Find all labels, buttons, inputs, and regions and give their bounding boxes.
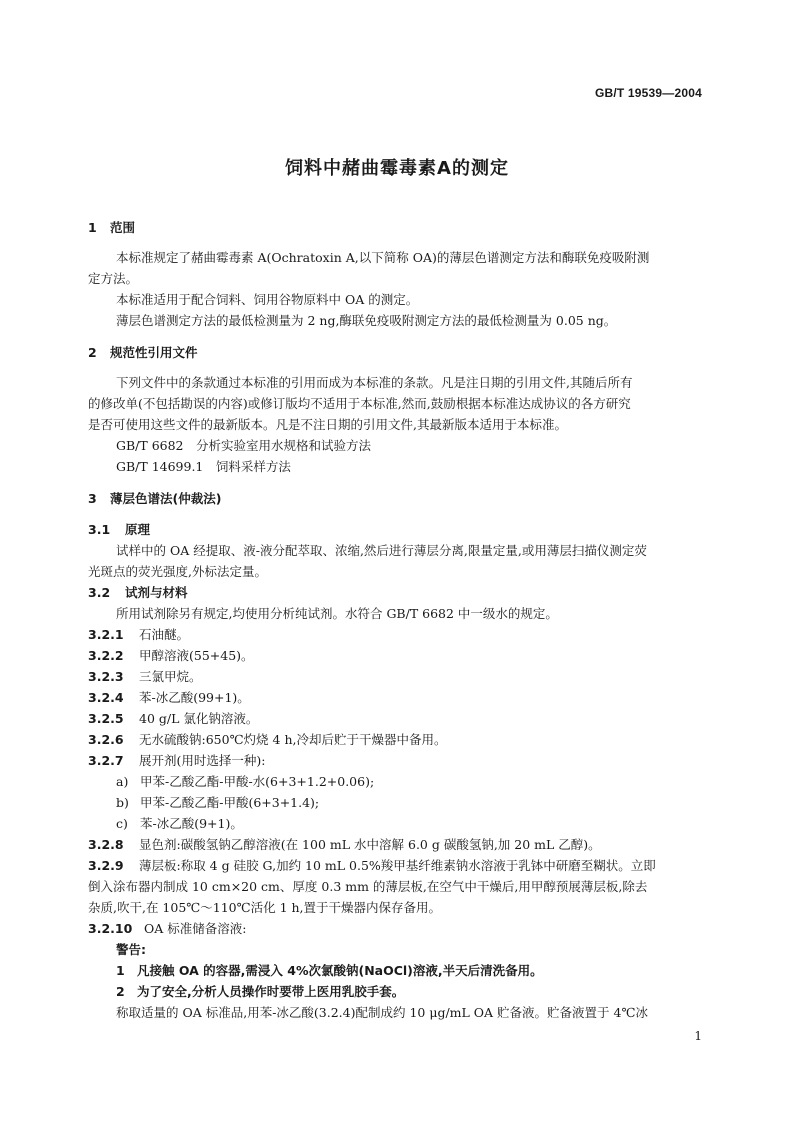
clause-text: 显色剂:碳酸氢钠乙醇溶液(在 100 mL 水中溶解 6.0 g 碳酸氢钠,加 20 mL 乙醇)。 [139, 837, 601, 852]
section-number: 2 [88, 345, 97, 360]
list-item-a [116, 774, 374, 790]
list-marker: a) [116, 774, 129, 789]
subsection-3-2-heading [88, 585, 188, 601]
clause-text: 薄层板:称取 4 g 硅胶 G,加约 10 mL 0.5%羧甲基纤维素钠水溶液于乳钵中研磨至糊状。立即 [139, 858, 656, 873]
list-marker: b) [116, 795, 129, 810]
section-title: 薄层色谱法(仲裁法) [110, 491, 222, 506]
clause-number: 3.2.3 [88, 669, 124, 684]
list-marker: c) [116, 816, 128, 831]
section-3-heading [88, 491, 221, 507]
warning-marker: 1 [116, 963, 125, 978]
clause-3-2-6 [88, 732, 446, 748]
clause-number: 3.2.9 [88, 858, 124, 873]
clause-number: 3.2.10 [88, 921, 133, 936]
paragraph-line: 光斑点的荧光强度,外标法定量。 [88, 564, 267, 579]
subsection-title: 试剂与材料 [125, 585, 188, 600]
clause-3-2-10 [88, 921, 246, 937]
clause-number: 3.2.2 [88, 648, 124, 663]
warning-item-2 [116, 984, 404, 1000]
clause-3-2-3 [88, 669, 202, 685]
subsection-number: 3.1 [88, 522, 111, 537]
paragraph-line: 倒入涂布器内制成 10 cm×20 cm、厚度 0.3 mm 的薄层板,在空气中干燥后,用甲醇预展薄层板,除去 [88, 879, 648, 894]
clause-text: 甲醇溶液(55+45)。 [139, 648, 254, 663]
list-text: 苯-冰乙酸(9+1)。 [140, 816, 243, 831]
warning-item-1 [116, 963, 543, 979]
list-text: 甲苯-乙酸乙酯-甲酸-水(6+3+1.2+0.06); [140, 774, 375, 789]
clause-number: 3.2.8 [88, 837, 124, 852]
clause-3-2-9 [88, 858, 656, 874]
subsection-number: 3.2 [88, 585, 111, 600]
list-item-c [116, 816, 243, 832]
list-text: 甲苯-乙酸乙酯-甲酸(6+3+1.4); [140, 795, 320, 810]
clause-text: 无水硫酸钠:650℃灼烧 4 h,冷却后贮于干燥器中备用。 [139, 732, 447, 747]
warning-label: 警告: [116, 942, 146, 957]
clause-number: 3.2.6 [88, 732, 124, 747]
section-title: 规范性引用文件 [110, 345, 198, 360]
clause-3-2-2 [88, 648, 254, 664]
warning-text: 凡接触 OA 的容器,需浸入 4%次氯酸钠(NaOCl)溶液,半天后清洗备用。 [137, 963, 543, 978]
section-number: 1 [88, 220, 97, 235]
list-item-b [116, 795, 319, 811]
section-title: 范围 [110, 220, 136, 235]
section-2-heading [88, 345, 198, 361]
clause-3-2-5 [88, 711, 258, 727]
subsection-title: 原理 [125, 522, 151, 537]
section-1-heading [88, 220, 135, 236]
paragraph-line: 试样中的 OA 经提取、液-液分配萃取、浓缩,然后进行薄层分离,限量定量,或用薄层扫描仪测定荧 [116, 543, 647, 558]
paragraph-line: 杂质,吹干,在 105℃～110℃活化 1 h,置于干燥器内保存备用。 [88, 900, 442, 915]
clause-text: 40 g/L 氯化钠溶液。 [139, 711, 259, 726]
clause-3-2-8 [88, 837, 601, 853]
clause-number: 3.2.5 [88, 711, 124, 726]
clause-text: OA 标准储备溶液: [144, 921, 247, 936]
clause-text: 展开剂(用时选择一种): [139, 753, 266, 768]
standard-number: GB/T 19539—2004 [594, 86, 702, 100]
clause-3-2-7 [88, 753, 265, 769]
clause-text: 苯-冰乙酸(99+1)。 [139, 690, 250, 705]
paragraph-line: 是否可使用这些文件的最新版本。凡是不注日期的引用文件,其最新版本适用于本标准。 [88, 417, 567, 432]
paragraph-line: 的修改单(不包括勘误的内容)或修订版均不适用于本标准,然而,鼓励根据本标准达成协议的各方研究 [88, 396, 631, 411]
clause-number: 3.2.1 [88, 627, 124, 642]
clause-text: 石油醚。 [139, 627, 190, 642]
page-number: 1 [694, 1029, 702, 1043]
clause-text: 三氯甲烷。 [139, 669, 202, 684]
reference-item: GB/T 14699.1 饲料采样方法 [116, 459, 291, 474]
paragraph-line: 本标准规定了赭曲霉毒素 A(Ochratoxin A,以下简称 OA)的薄层色谱测定方法和酶联免疫吸附测 [116, 250, 650, 265]
paragraph-line: 下列文件中的条款通过本标准的引用而成为本标准的条款。凡是注日期的引用文件,其随后所有 [116, 375, 633, 390]
reference-item: GB/T 6682 分析实验室用水规格和试验方法 [116, 438, 372, 453]
paragraph-line: 所用试剂除另有规定,均使用分析纯试剂。水符合 GB/T 6682 中一级水的规定。 [116, 606, 558, 621]
clause-3-2-4 [88, 690, 250, 706]
paragraph-line: 本标准适用于配合饲料、饲用谷物原料中 OA 的测定。 [116, 292, 419, 307]
paragraph-line: 定方法。 [88, 271, 139, 286]
subsection-3-1-heading [88, 522, 150, 538]
clause-number: 3.2.4 [88, 690, 124, 705]
clause-number: 3.2.7 [88, 753, 124, 768]
warning-marker: 2 [116, 984, 125, 999]
section-number: 3 [88, 491, 97, 506]
page-title: 饲料中赭曲霉毒素A的测定 [285, 158, 509, 179]
paragraph-line: 称取适量的 OA 标准品,用苯-冰乙酸(3.2.4)配制成约 10 μg/mL OA 贮备液。贮备液置于 4℃冰 [116, 1005, 648, 1020]
warning-text: 为了安全,分析人员操作时要带上医用乳胶手套。 [137, 984, 405, 999]
clause-3-2-1 [88, 627, 189, 643]
paragraph-line: 薄层色谱测定方法的最低检测量为 2 ng,酶联免疫吸附测定方法的最低检测量为 0.05 ng。 [116, 313, 617, 328]
